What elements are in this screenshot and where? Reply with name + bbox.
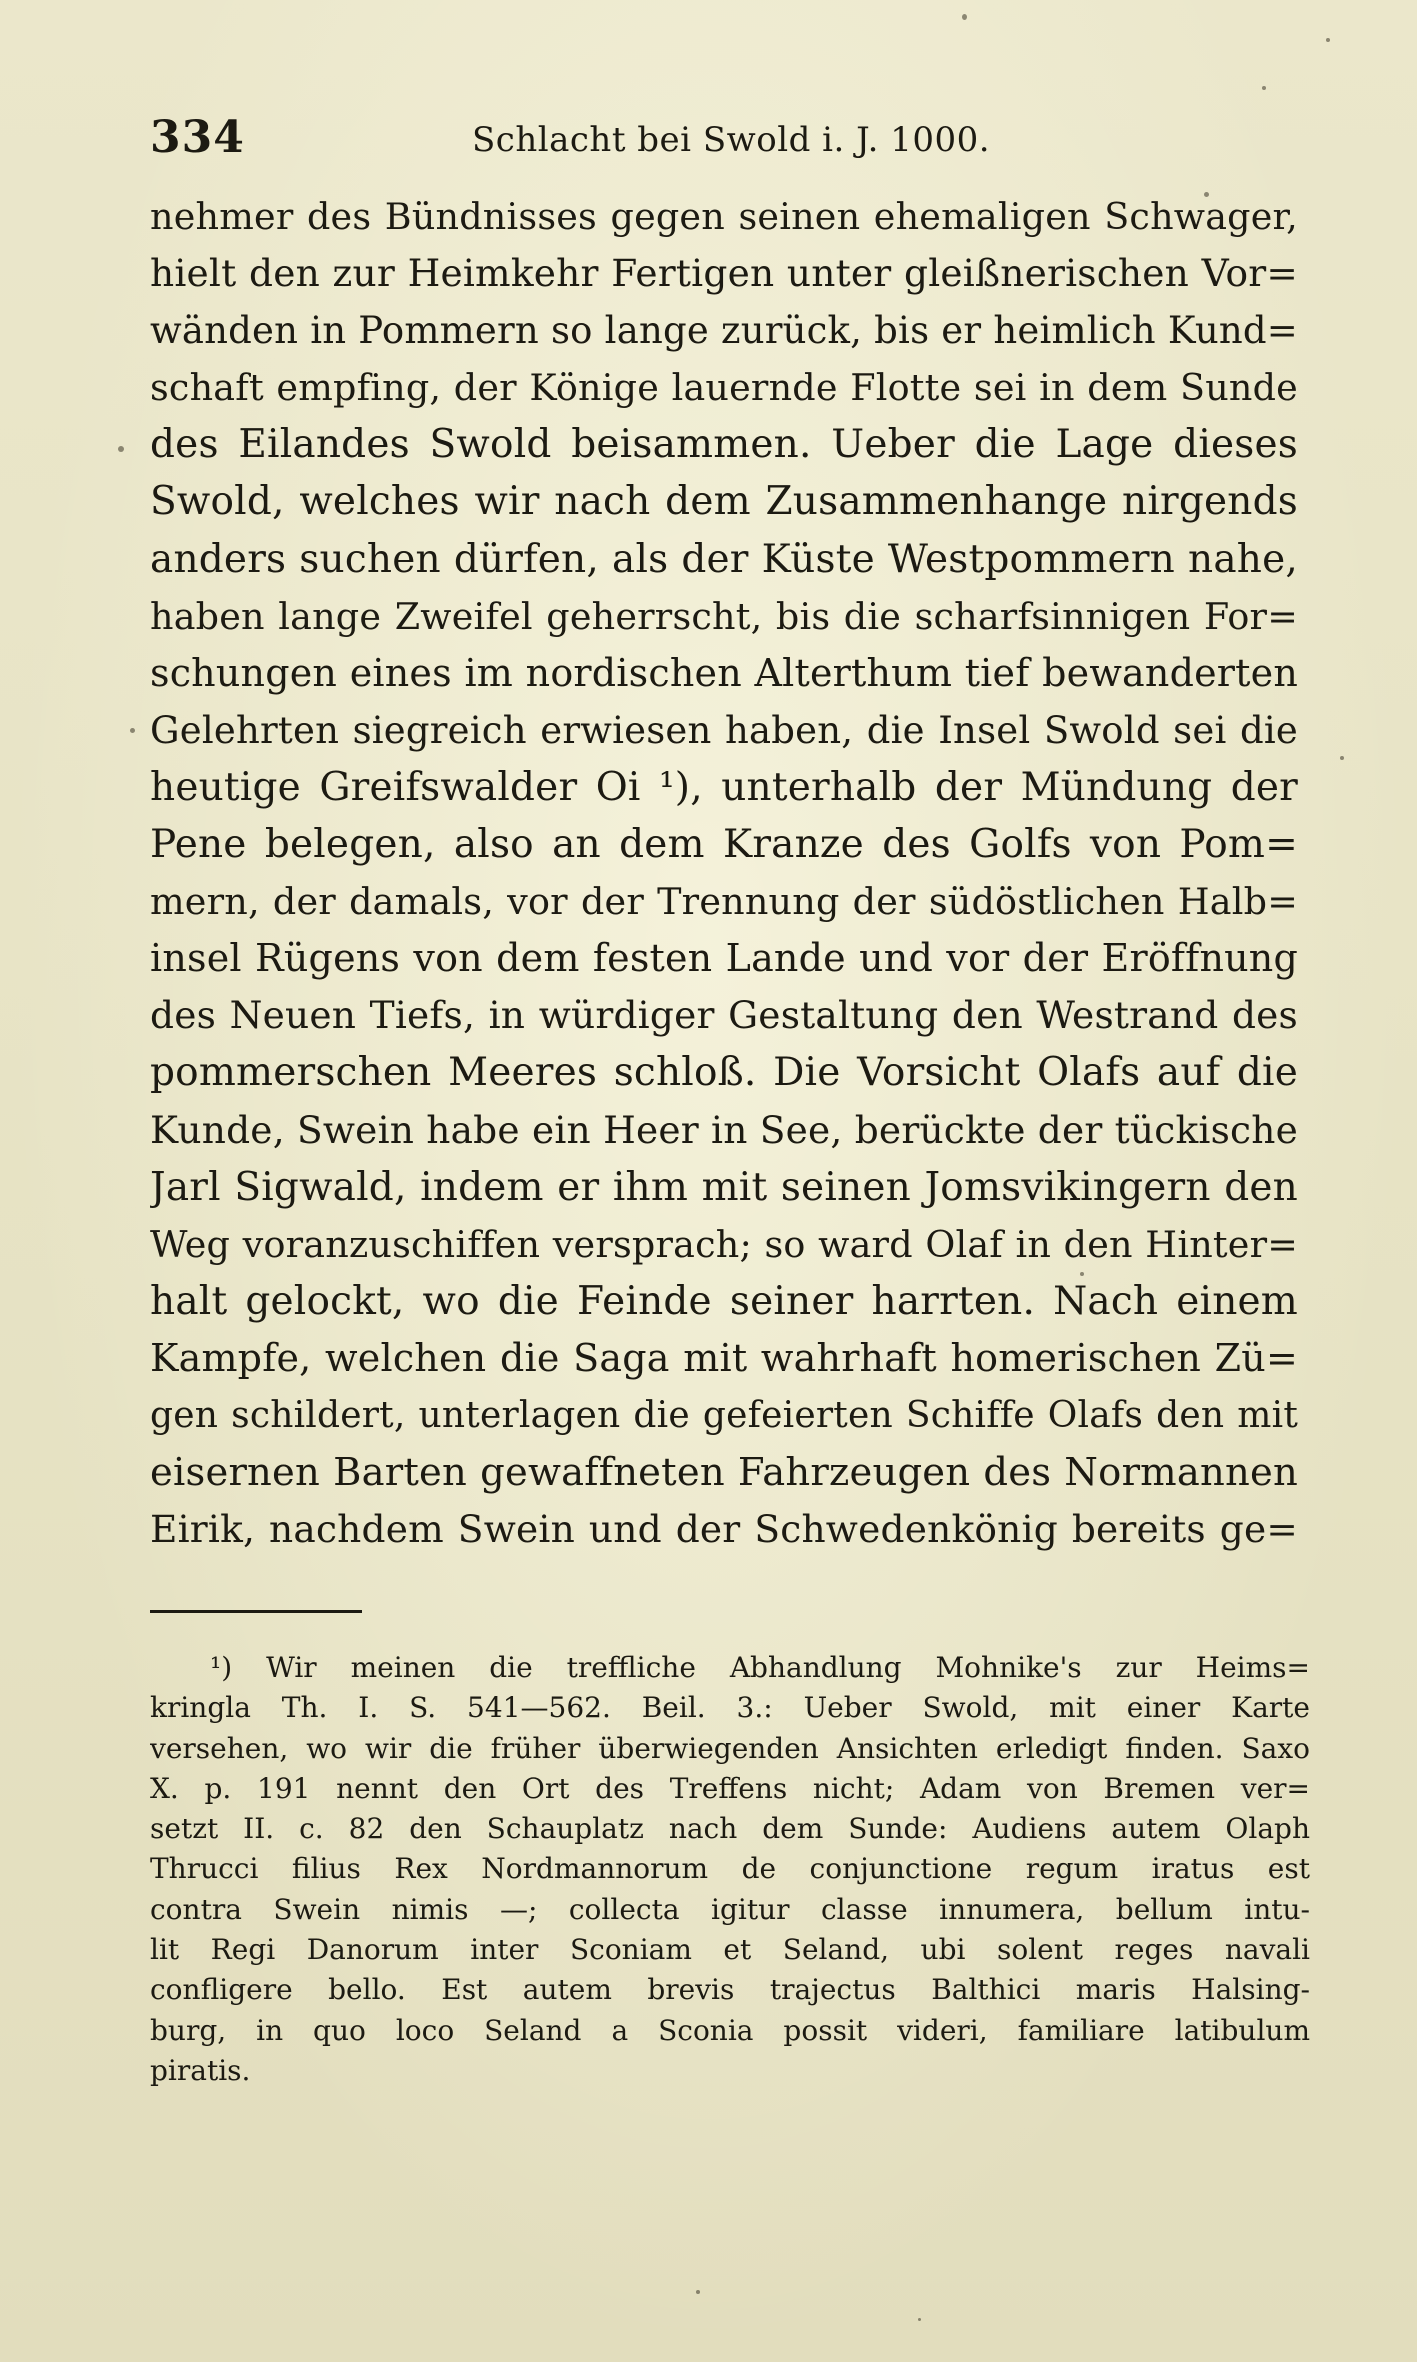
- text-line: halt gelockt, wo die Feinde seiner harrten. Nach einem: [150, 1278, 1298, 1324]
- footnote-line: burg, in quo loco Seland a Sconia possit videri, familiare latibulum: [150, 2013, 1310, 2047]
- text-line: wänden in Pommern so lange zurück, bis er heimlich Kund=: [150, 309, 1298, 353]
- text-line: schungen eines im nordischen Alterthum tief bewanderten: [150, 650, 1298, 695]
- footnote-divider: [150, 1610, 362, 1613]
- text-line: des Eilandes Swold beisammen. Ueber die Lage dieses: [150, 422, 1298, 468]
- footnote-line: confligere bello. Est autem brevis trajectus Balthici maris Halsing-: [150, 1973, 1310, 2007]
- text-line: hielt den zur Heimkehr Fertigen unter gleißnerischen Vor=: [150, 251, 1298, 296]
- footnote-line: setzt II. c. 82 den Schauplatz nach dem Sunde: Audiens autem Olaph: [150, 1812, 1310, 1846]
- text-line: Gelehrten siegreich erwiesen haben, die Insel Swold sei die: [150, 708, 1298, 752]
- text-line: mern, der damals, vor der Trennung der südöstlichen Halb=: [150, 880, 1298, 924]
- ink-speck: [918, 2318, 921, 2321]
- page-header: [150, 112, 1310, 172]
- text-line: eisernen Barten gewaffneten Fahrzeugen des Normannen: [150, 1450, 1298, 1496]
- text-line: heutige Greifswalder Oi ¹), unterhalb der Mündung der: [150, 764, 1298, 810]
- body-text: [150, 188, 1298, 1558]
- text-line: schaft empfing, der Könige lauernde Flotte sei in dem Sunde: [150, 366, 1298, 410]
- ink-speck: [1262, 86, 1266, 90]
- ink-speck: [962, 14, 967, 20]
- text-line: haben lange Zweifel geherrscht, bis die scharfsinnigen For=: [150, 594, 1298, 638]
- footnote-line: lit Regi Danorum inter Sconiam et Seland, ubi solent reges navali: [150, 1933, 1310, 1967]
- footnote-line: kringla Th. I. S. 541—562. Beil. 3.: Ueber Swold, mit einer Karte: [150, 1691, 1310, 1725]
- ink-speck: [130, 728, 135, 733]
- text-line: pommerschen Meeres schloß. Die Vorsicht Olafs auf die: [150, 1050, 1298, 1096]
- page-number: 334: [150, 112, 245, 163]
- text-line: insel Rügens von dem festen Lande und vor der Eröffnung: [150, 936, 1298, 981]
- text-line: des Neuen Tiefs, in würdiger Gestaltung den Westrand des: [150, 993, 1298, 1038]
- text-line: Jarl Sigwald, indem er ihm mit seinen Jomsvikingern den: [150, 1164, 1298, 1210]
- running-head: Schlacht bei Swold i. J. 1000.: [472, 120, 991, 160]
- footnote-line: Thrucci filius Rex Nordmannorum de conjunctione regum iratus est: [150, 1852, 1310, 1886]
- text-line: gen schildert, unterlagen die gefeierten Schiffe Olafs den mit: [150, 1394, 1298, 1436]
- footnote-line: ¹) Wir meinen die treffliche Abhandlung Mohnike's zur Heims=: [210, 1651, 1310, 1684]
- text-line: Kampfe, welchen die Saga mit wahrhaft homerischen Zü=: [150, 1335, 1298, 1380]
- footnote-line: X. p. 191 nennt den Ort des Treffens nicht; Adam von Bremen ver=: [150, 1771, 1310, 1805]
- text-line: Swold, welches wir nach dem Zusammenhange nirgends: [150, 479, 1298, 525]
- text-line: Eirik, nachdem Swein und der Schwedenkönig bereits ge=: [150, 1507, 1298, 1552]
- footnote-line: versehen, wo wir die früher überwiegenden Ansichten erledigt finden. Saxo: [150, 1731, 1310, 1765]
- ink-speck: [1326, 38, 1330, 42]
- footnote-line: piratis.: [150, 2053, 251, 2087]
- footnotes: [150, 1648, 1310, 2091]
- text-line: anders suchen dürfen, als der Küste Westpommern nahe,: [150, 536, 1298, 582]
- ink-speck: [696, 2290, 700, 2294]
- text-line: nehmer des Bündnisses gegen seinen ehemaligen Schwager,: [150, 195, 1298, 238]
- ink-speck: [1340, 756, 1344, 760]
- text-line: Weg voranzuschiffen versprach; so ward Olaf in den Hinter=: [150, 1222, 1298, 1266]
- footnote-line: contra Swein nimis —; collecta igitur classe innumera, bellum intu-: [150, 1892, 1310, 1926]
- text-line: Kunde, Swein habe ein Heer in See, berückte der tückische: [150, 1107, 1298, 1152]
- text-line: Pene belegen, also an dem Kranze des Golfs von Pom=: [150, 822, 1298, 868]
- ink-speck: [118, 446, 124, 452]
